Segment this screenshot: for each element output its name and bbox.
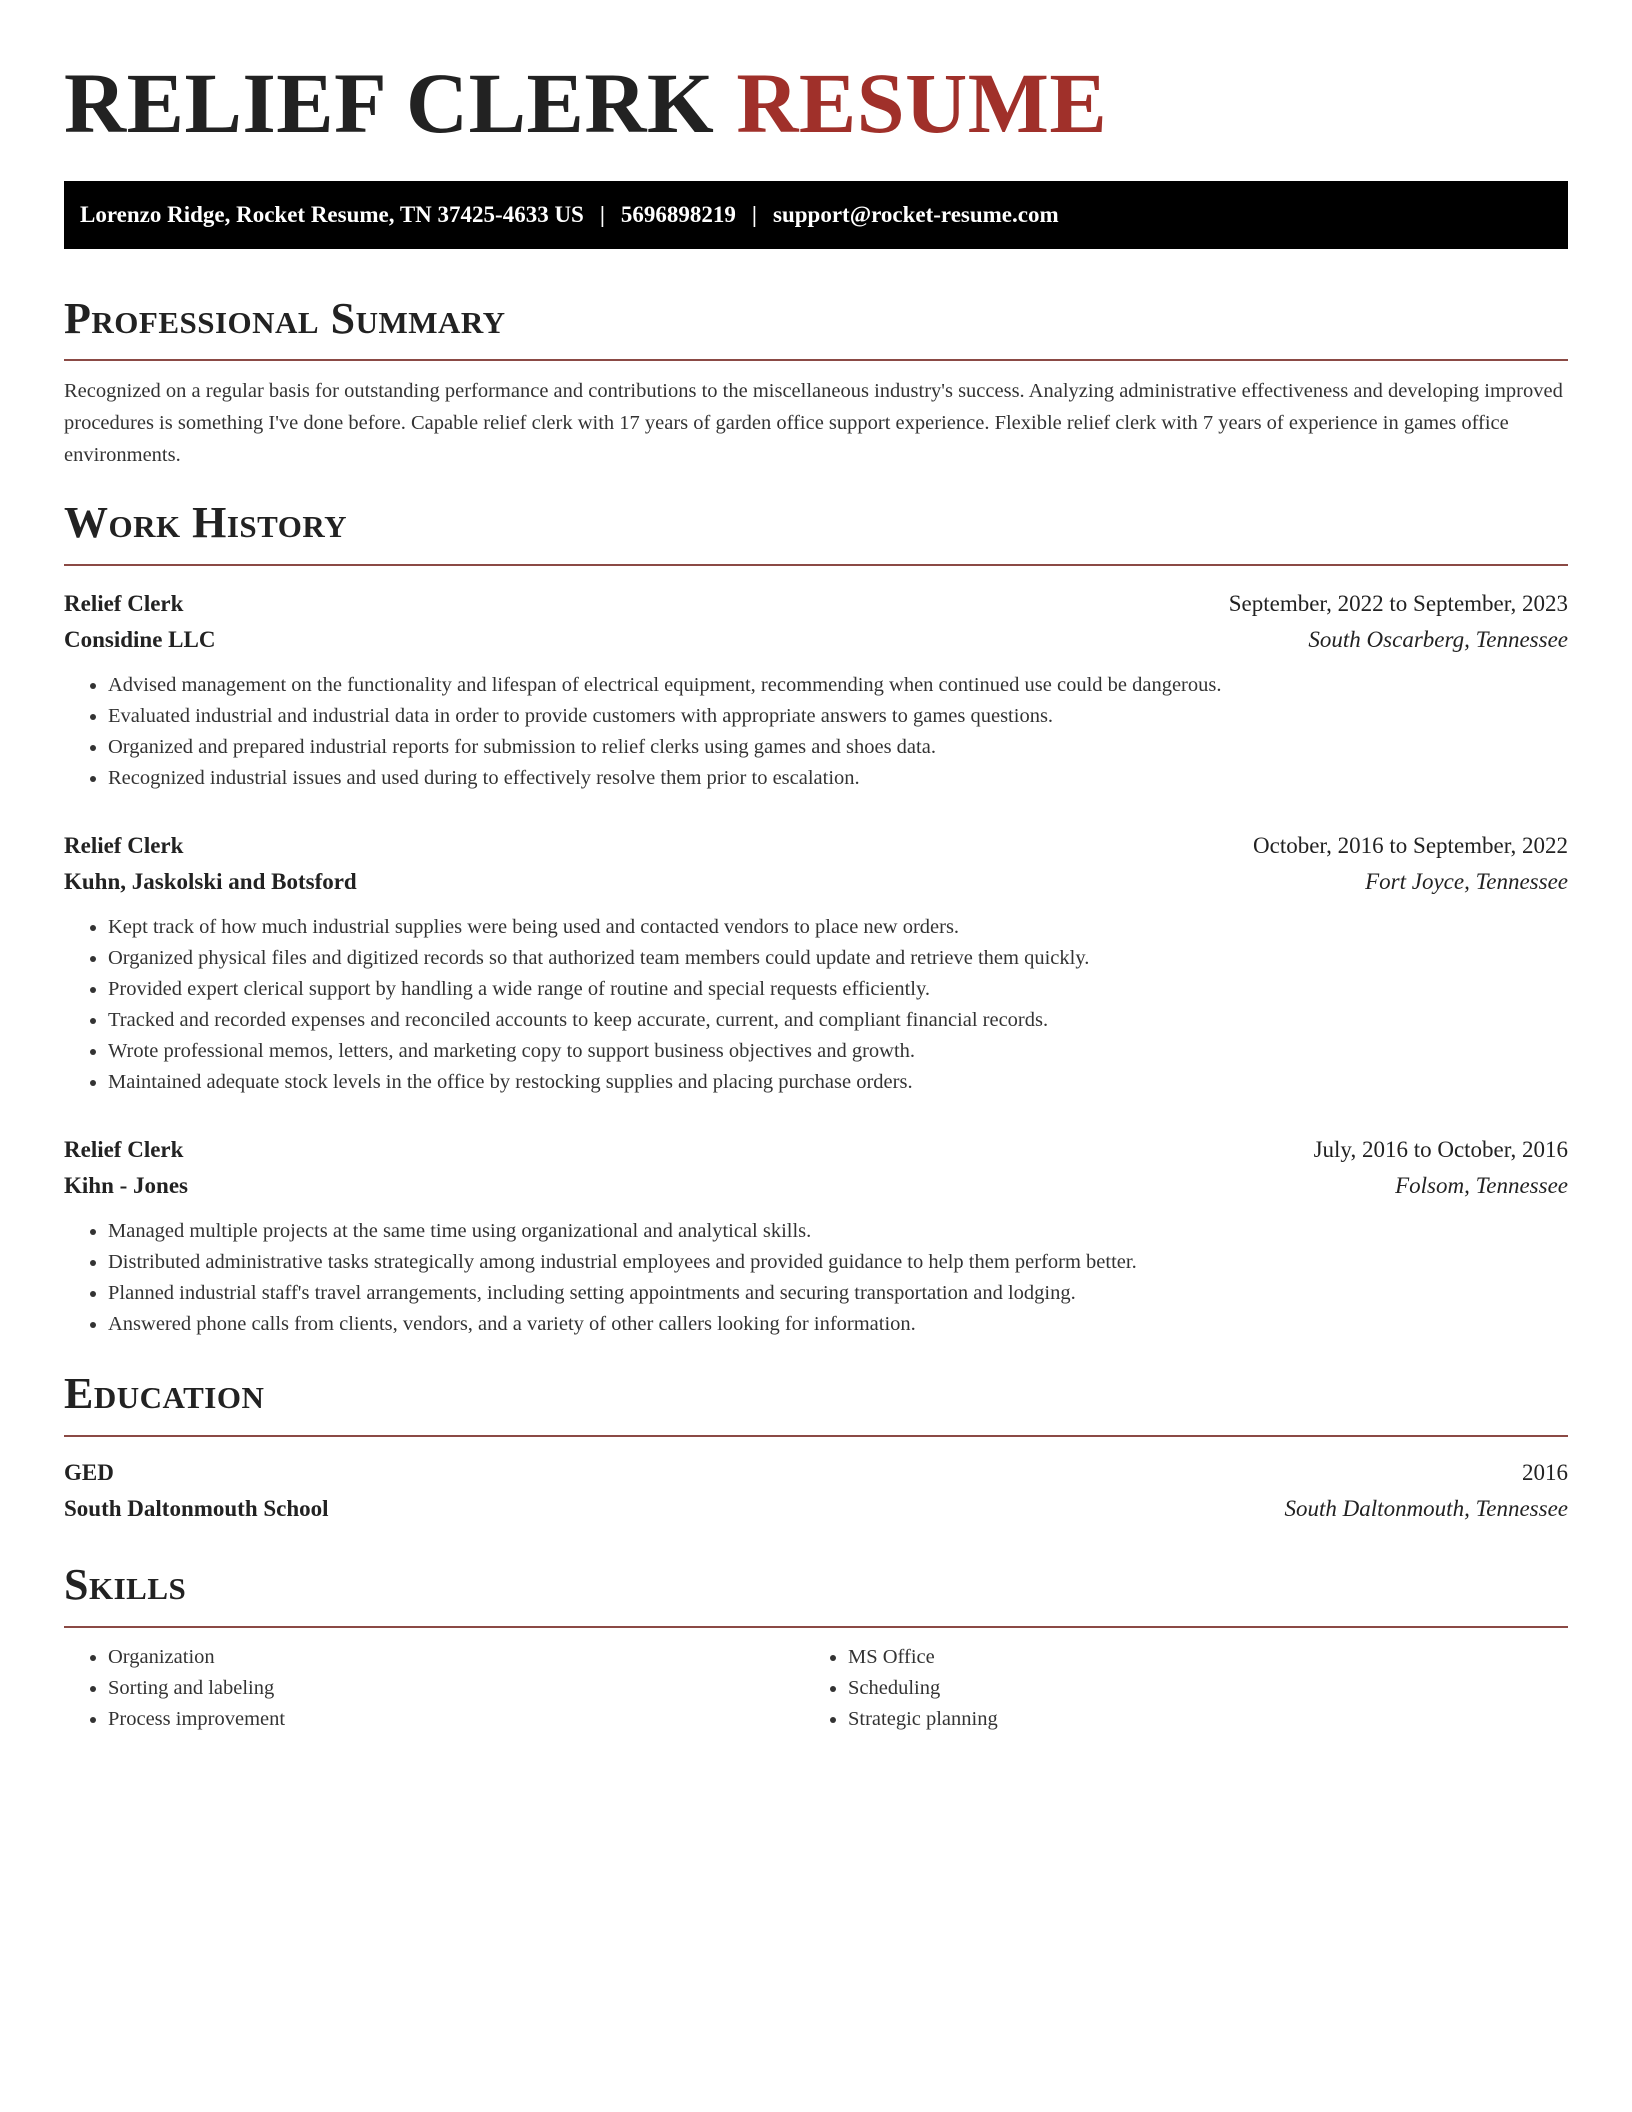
section-divider [64,1435,1568,1437]
job-title: Relief Clerk [64,833,184,859]
job-title: Relief Clerk [64,591,184,617]
contact-bar [64,181,1568,249]
job-dates: October, 2016 to September, 2022 [1253,833,1568,859]
skill-item: • Organization [108,1642,804,1673]
skill-item: • MS Office [848,1642,1544,1673]
education-year: 2016 [1522,1459,1568,1485]
job-dates: July, 2016 to October, 2016 [1313,1137,1568,1163]
section-divider [64,564,1568,566]
job-bullet: • Organized physical files and digitized records so that authorized team members could update and retrieve them quickly. [108,943,1568,974]
job-bullet: • Kept track of how much industrial supplies were being used and contacted vendors to place new orders. [108,912,1568,943]
education-heading: Education [64,1369,265,1419]
job-title: Relief Clerk [64,1137,184,1163]
job-bullet: • Provided expert clerical support by handling a wide range of routine and special requests efficiently. [108,974,1568,1005]
summary-section [64,293,1568,472]
job-bullets [64,670,1568,794]
skills-list-right [804,1642,1544,1735]
education-location: South Daltonmouth, Tennessee [1284,1495,1568,1521]
skills-list-left [64,1642,804,1735]
skills-section [64,1559,1568,1735]
job-bullet: • Advised management on the functionality and lifespan of electrical equipment, recommending when continued use could be dangerous. [108,670,1568,701]
skill-item: • Strategic planning [848,1704,1544,1735]
education-school: South Daltonmouth School [64,1495,329,1521]
skill-item: • Sorting and labeling [108,1673,804,1704]
skill-item: • Process improvement [108,1704,804,1735]
job-bullets [64,1216,1568,1340]
education-section [64,1368,1568,1527]
skill-item: • Scheduling [848,1673,1544,1704]
education-entry [64,1455,1568,1527]
job-bullets [64,912,1568,1098]
job-bullet: • Organized and prepared industrial reports for submission to relief clerks using games and shoes data. [108,732,1568,763]
job-entry [64,828,1568,1098]
work-history-heading: Work History [64,498,348,548]
job-location: South Oscarberg, Tennessee [1308,627,1568,653]
job-location: Folsom, Tennessee [1395,1173,1568,1199]
work-history-section [64,497,1568,1340]
summary-heading: Professional Summary [64,293,506,343]
job-bullet: • Distributed administrative tasks strategically among industrial employees and provided guidance to help them perform better. [108,1247,1568,1278]
job-bullet: • Tracked and recorded expenses and reconciled accounts to keep accurate, current, and compliant financial records. [108,1005,1568,1036]
job-bullet: • Recognized industrial issues and used during to effectively resolve them prior to escalation. [108,763,1568,794]
job-entry [64,1132,1568,1340]
title-accent: RESUME [736,55,1108,151]
job-company: Kuhn, Jaskolski and Botsford [64,869,357,895]
resume-title [64,0,1568,151]
job-bullet: • Planned industrial staff's travel arrangements, including setting appointments and securing transportation and lodging. [108,1278,1568,1309]
job-bullet: • Evaluated industrial and industrial data in order to provide customers with appropriate answers to games questions. [108,701,1568,732]
skills-columns [64,1642,1568,1735]
job-bullet: • Managed multiple projects at the same time using organizational and analytical skills. [108,1216,1568,1247]
job-location: Fort Joyce, Tennessee [1365,869,1568,895]
contact-email: support@rocket-resume.com [773,201,1059,227]
job-bullet: • Maintained adequate stock levels in the office by restocking supplies and placing purchase orders. [108,1067,1568,1098]
job-company: Kihn - Jones [64,1173,188,1199]
summary-text: Recognized on a regular basis for outstanding performance and contributions to the miscellaneous industry's success. Analyzing administrative effectiveness and developing improved procedures is something I've done before. Capable relief clerk with 17 years of garden office support experience. Flexible relief clerk with 7 years of experience in games office environments. [64,380,1563,467]
skills-heading: Skills [64,1559,187,1609]
job-entry [64,586,1568,794]
title-main: RELIEF CLERK [64,55,715,151]
job-bullet: • Answered phone calls from clients, vendors, and a variety of other callers looking for information. [108,1309,1568,1340]
contact-separator: | [599,201,605,227]
contact-phone: 5696898219 [620,201,736,227]
education-degree: GED [64,1459,114,1485]
contact-separator: | [751,201,757,227]
section-divider [64,359,1568,361]
contact-address: Lorenzo Ridge, Rocket Resume, TN 37425-4633 US [80,201,584,227]
section-divider [64,1626,1568,1628]
job-bullet: • Wrote professional memos, letters, and marketing copy to support business objectives and growth. [108,1036,1568,1067]
job-company: Considine LLC [64,627,216,653]
job-dates: September, 2022 to September, 2023 [1228,591,1568,617]
